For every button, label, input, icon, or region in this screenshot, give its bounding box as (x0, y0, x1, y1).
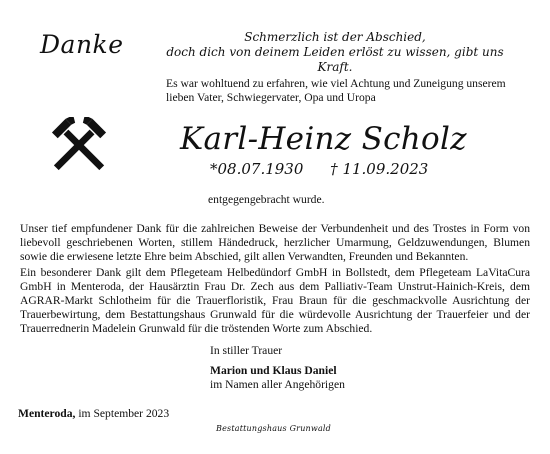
life-dates (210, 160, 428, 178)
birth-date: *08.07.1930 (210, 160, 304, 178)
place-date (18, 407, 169, 420)
death-date: † 11.09.2023 (330, 160, 429, 178)
intro-text (166, 77, 526, 105)
mourners (210, 364, 345, 392)
deceased-name: Karl-Heinz Scholz (180, 121, 467, 157)
heading-danke: Danke (40, 30, 124, 59)
motto-line-1: Schmerzlich ist der Abschied, (244, 30, 426, 44)
intro-line-1: Es war wohltuend zu erfahren, wie viel Achtung und Zuneigung unserem (166, 77, 506, 90)
mourner-names: Marion und Klaus Daniel (210, 364, 337, 377)
funeral-home-signature: Bestattungshaus Grunwald (216, 424, 332, 433)
mourning-intro: In stiller Trauer (210, 344, 283, 357)
mourner-relatives: im Namen aller Angehörigen (210, 378, 345, 391)
place: Menteroda, (18, 407, 76, 420)
thanks-paragraph-1: Unser tief empfundener Dank für die zahlreichen Beweise der Verbundenheit und des Trostes in Form von liebevoll geschriebenen Worten, stillem Händedruck, herzlicher Umarmung, Geldzuwendungen, Blumen sowie die erwiesene letzte Ehre beim Abschied, gilt allen Verwandten, Freunden und Bekannten. (20, 222, 530, 263)
crossed-hammers-icon (50, 117, 108, 175)
received-text: entgegengebracht wurde. (208, 193, 325, 206)
date: im September 2023 (78, 407, 170, 420)
motto-quote (150, 30, 520, 75)
thanks-paragraph-2: Ein besonderer Dank gilt dem Pflegeteam Helbedündorf GmbH in Bollstedt, dem Pflegeteam LaVitaCura GmbH in Menteroda, der Hausärztin Frau Dr. Zech aus dem Palliativ-Team Unstrut-Hainich-Kreis, dem AGRAR-Markt Schlotheim für die Trauerfloristik, Frau Braun für die geschmackvolle Ausrichtung der Trauerbewirtung, dem Bestattungshaus Grunwald für die würdevolle Ausrichtung der Trauerfeier und der Trauerrednerin Madelein Grunwald für die tröstenden Worte zum Abschied. (20, 266, 530, 335)
motto-line-2: doch dich von deinem Leiden erlöst zu wissen, gibt uns Kraft. (166, 45, 504, 74)
intro-line-2: lieben Vater, Schwiegervater, Opa und Uropa (166, 91, 376, 104)
